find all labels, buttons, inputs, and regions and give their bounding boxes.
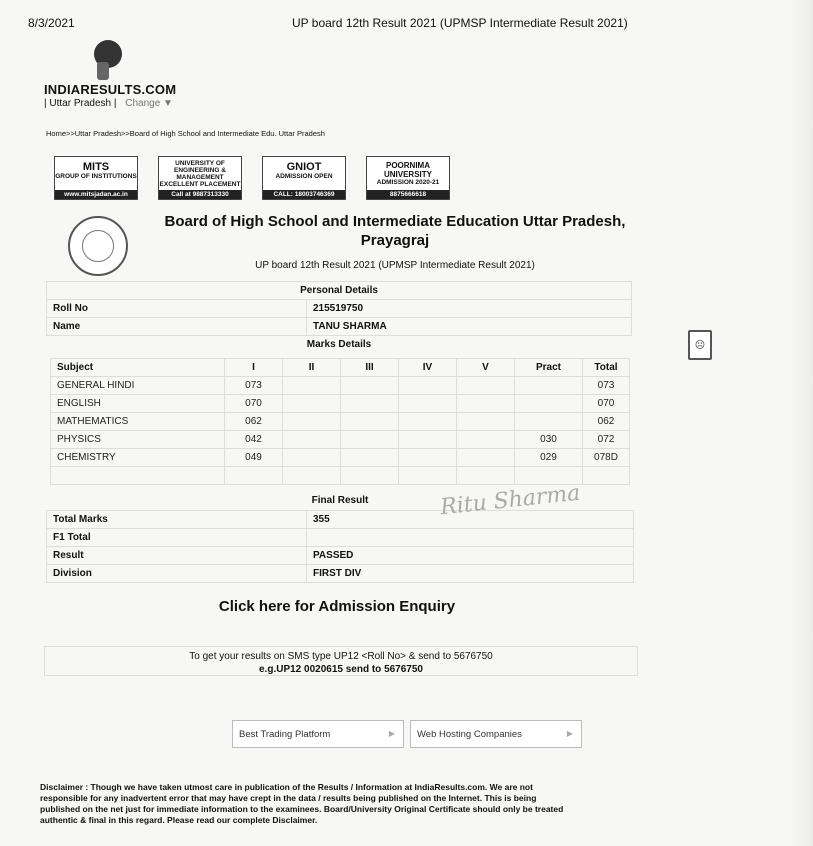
col-pract: Pract	[515, 359, 583, 377]
mark-cell	[283, 377, 341, 395]
pract-cell: 030	[515, 431, 583, 449]
sms-line2: e.g.UP12 0020615 send to 5676750	[259, 664, 423, 675]
col-total: Total	[583, 359, 630, 377]
ad-banner-uem[interactable]	[158, 156, 242, 200]
mark-cell	[283, 431, 341, 449]
f1-total-label: F1 Total	[47, 528, 307, 546]
ad-sub: GROUP OF INSTITUTIONS	[55, 173, 137, 180]
mark-cell	[399, 413, 457, 431]
admission-enquiry-link[interactable]: Click here for Admission Enquiry	[218, 598, 456, 615]
mark-cell: 073	[225, 377, 283, 395]
ad-sub: EXCELLENT PLACEMENT	[159, 181, 241, 188]
ad-sub: ADMISSION OPEN	[275, 173, 333, 180]
name-label: Name	[47, 318, 307, 336]
ad-foot: CALL: 18003746369	[263, 190, 345, 199]
ad-title: POORNIMA UNIVERSITY	[383, 161, 432, 179]
ad-sub: ADMISSION 2020-21	[376, 179, 440, 186]
mark-cell	[457, 449, 515, 467]
scan-edge	[790, 0, 813, 846]
best-trading-platform-button[interactable]	[232, 720, 404, 748]
print-title: UP board 12th Result 2021 (UPMSP Intermediate Result 2021)	[292, 16, 628, 30]
ad-foot: 8875666618	[367, 190, 449, 199]
col-i: I	[225, 359, 283, 377]
mark-cell	[341, 377, 399, 395]
ad-title: MITS	[82, 161, 110, 173]
mark-cell	[341, 413, 399, 431]
sms-info-box	[44, 646, 638, 676]
table-row	[51, 377, 630, 395]
division-label: Division	[47, 564, 307, 582]
pract-cell	[515, 377, 583, 395]
marks-heading: Marks Details	[306, 339, 372, 351]
mark-cell	[399, 377, 457, 395]
ad-foot: www.mitsjadan.ac.in	[55, 190, 137, 199]
board-title-line1: Board of High School and Intermediate Education Uttar Pradesh,	[164, 213, 626, 230]
region-selector	[44, 98, 173, 109]
subject-cell: GENERAL HINDI	[51, 377, 225, 395]
chevron-right-icon: ▶	[566, 729, 573, 738]
marks-table	[50, 358, 630, 485]
total-cell: 062	[583, 413, 630, 431]
ad-banner-mits[interactable]	[54, 156, 138, 200]
col-ii: II	[283, 359, 341, 377]
table-row	[51, 413, 630, 431]
f1-total-value	[307, 528, 634, 546]
subject-cell: CHEMISTRY	[51, 449, 225, 467]
print-date: 8/3/2021	[28, 16, 75, 30]
button-label: Web Hosting Companies	[417, 729, 522, 740]
empty-row	[51, 467, 630, 485]
total-cell: 072	[583, 431, 630, 449]
table-row	[51, 449, 630, 467]
subject-cell: PHYSICS	[51, 431, 225, 449]
board-title	[160, 212, 630, 250]
disclaimer-text: Disclaimer : Though we have taken utmost care in publication of the Results / Information at IndiaResults.com. We are not responsible for any inadvertent error that may have crept in the data / results being published on the Internet. This is being published on the net just for immediate information to the examinees. Board/University Original Certificate should only be treated authentic & final in this regard. Please read our complete Disclaimer.	[40, 782, 564, 825]
total-cell: 078D	[583, 449, 630, 467]
result-subtitle: UP board 12th Result 2021 (UPMSP Intermediate Result 2021)	[255, 260, 535, 271]
mark-cell	[283, 413, 341, 431]
logo-figure-icon	[97, 62, 109, 80]
mark-cell: 070	[225, 395, 283, 413]
col-iii: III	[341, 359, 399, 377]
pract-cell	[515, 395, 583, 413]
ad-title: GNIOT	[286, 161, 322, 173]
col-subject: Subject	[51, 359, 225, 377]
roll-value: 215519750	[307, 300, 632, 318]
change-region-link[interactable]: Change ▼	[125, 98, 173, 109]
personal-heading: Personal Details	[47, 282, 632, 300]
subject-cell: MATHEMATICS	[51, 413, 225, 431]
marks-header-row	[51, 359, 630, 377]
button-label: Best Trading Platform	[239, 729, 331, 740]
mark-cell	[283, 449, 341, 467]
web-hosting-button[interactable]	[410, 720, 582, 748]
pract-cell	[515, 413, 583, 431]
breadcrumb[interactable]: Home>>Uttar Pradesh>>Board of High School and Intermediate Edu. Uttar Pradesh	[46, 129, 325, 138]
subject-cell: ENGLISH	[51, 395, 225, 413]
ad-title: UNIVERSITY OF ENGINEERING & MANAGEMENT	[173, 160, 226, 181]
mark-cell: 049	[225, 449, 283, 467]
mark-cell	[399, 395, 457, 413]
pract-cell: 029	[515, 449, 583, 467]
col-v: V	[457, 359, 515, 377]
ad-banner-gniot[interactable]	[262, 156, 346, 200]
final-heading: Final Result	[311, 495, 369, 507]
sms-line1: To get your results on SMS type UP12 <Roll No> & send to 5676750	[189, 651, 493, 662]
mark-cell	[399, 431, 457, 449]
mark-cell	[457, 377, 515, 395]
handwritten-signature: Ritu Sharma	[439, 480, 582, 521]
total-cell: 070	[583, 395, 630, 413]
mark-cell	[341, 431, 399, 449]
division-value: FIRST DIV	[307, 564, 634, 582]
total-marks-value: 355	[307, 510, 634, 528]
total-cell: 073	[583, 377, 630, 395]
result-value: PASSED	[307, 546, 634, 564]
mark-cell	[283, 395, 341, 413]
mark-cell: 062	[225, 413, 283, 431]
mark-cell	[341, 395, 399, 413]
chevron-right-icon: ▶	[388, 729, 395, 738]
mark-cell	[457, 431, 515, 449]
ad-foot: Call at 9887313330	[159, 190, 241, 199]
roll-label: Roll No	[47, 300, 307, 318]
total-marks-label: Total Marks	[47, 510, 307, 528]
mark-cell	[457, 413, 515, 431]
region-label: | Uttar Pradesh |	[44, 98, 117, 109]
site-logo-text[interactable]: INDIARESULTS.COM	[44, 82, 177, 97]
table-row	[51, 395, 630, 413]
board-title-line2: Prayagraj	[360, 232, 430, 249]
mark-cell: 042	[225, 431, 283, 449]
table-row	[51, 431, 630, 449]
mark-cell	[341, 449, 399, 467]
ad-banner-poornima[interactable]	[366, 156, 450, 200]
col-iv: IV	[399, 359, 457, 377]
mark-cell	[399, 449, 457, 467]
mark-cell	[457, 395, 515, 413]
personal-details-table	[46, 281, 632, 354]
seal-emblem-icon	[82, 230, 114, 262]
name-value: TANU SHARMA	[307, 318, 632, 336]
broken-image-icon: ☹	[688, 330, 712, 360]
result-label: Result	[47, 546, 307, 564]
